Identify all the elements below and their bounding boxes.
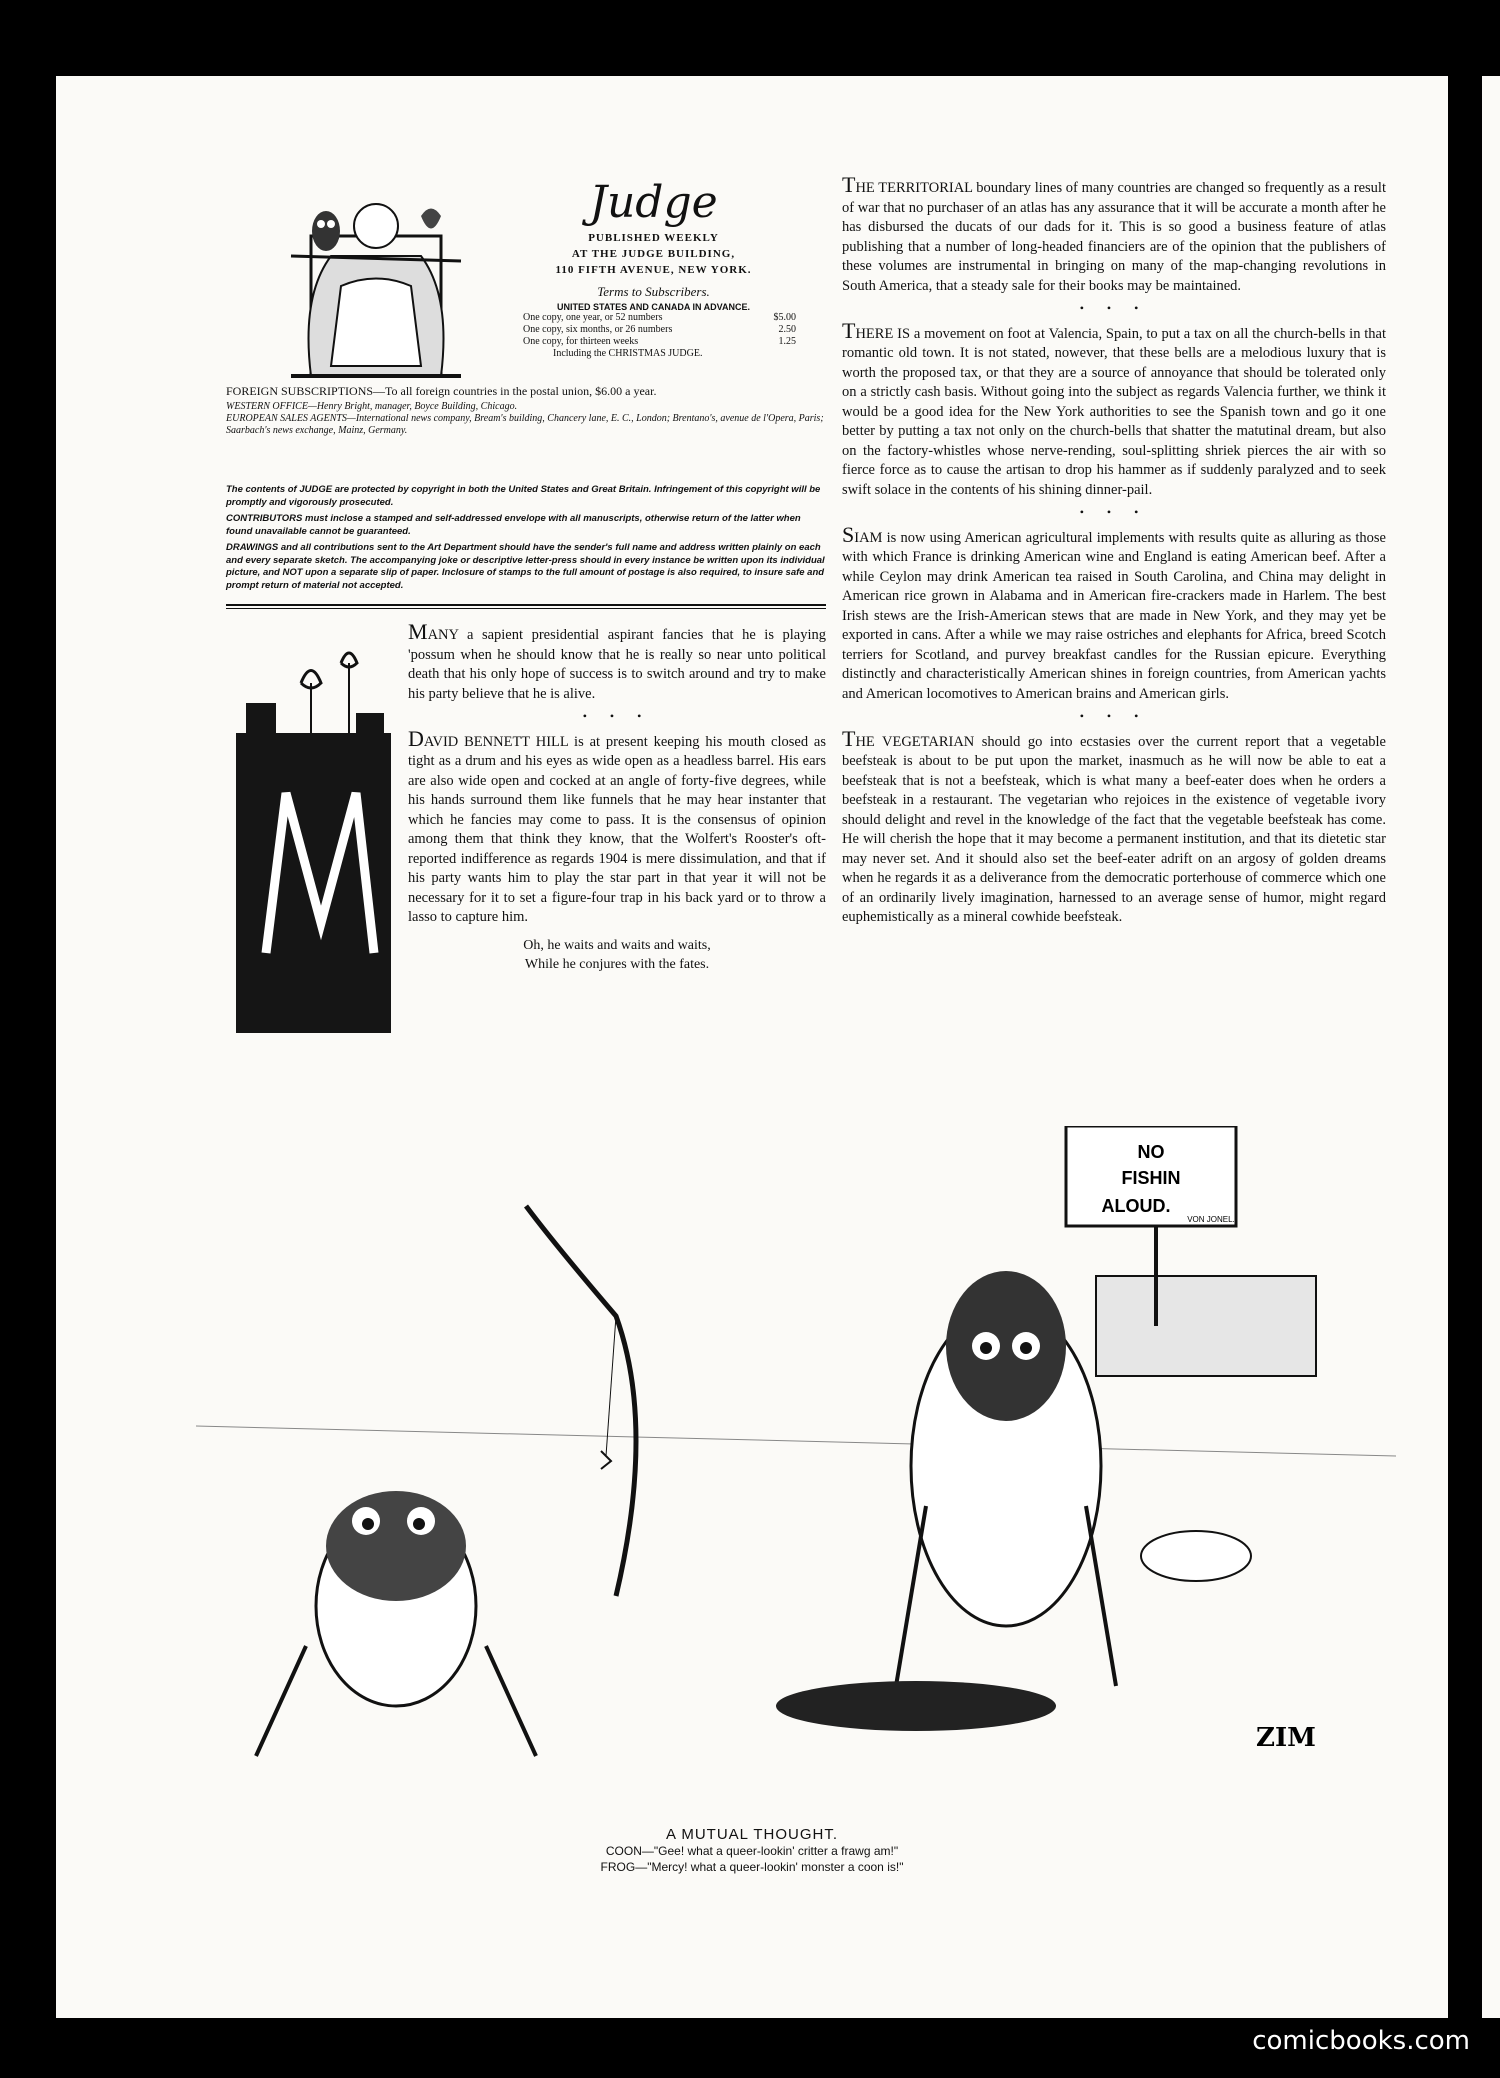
sign-line2: FISHIN xyxy=(1121,1168,1181,1188)
puddle xyxy=(776,1681,1056,1731)
rates-heading: UNITED STATES AND CANADA IN ADVANCE. xyxy=(557,302,750,312)
rate-row: One copy, one year, or 52 numbers $5.00 xyxy=(523,312,796,323)
building-line: AT THE JUDGE BUILDING, xyxy=(571,248,736,260)
drop-cap: D xyxy=(408,725,424,751)
offices xyxy=(226,401,826,437)
notices xyxy=(226,484,826,592)
sign-signature: VON JONEL. xyxy=(1187,1215,1235,1224)
christmas-note: Including the CHRISTMAS JUDGE. xyxy=(553,348,703,359)
right-column xyxy=(842,172,1386,928)
sign-line1: NO xyxy=(1137,1142,1165,1162)
section-stars: • • • xyxy=(1079,709,1149,723)
fishing-pole xyxy=(526,1206,636,1596)
adjacent-page-edge xyxy=(1482,76,1500,2018)
notice-copyright: The contents of JUDGE are protected by copyright in both the United States and Great Britain. Infringement of this copyright will be promptly and vigorously prosecuted. xyxy=(226,484,821,508)
drop-cap: S xyxy=(842,521,855,547)
drop-cap: T xyxy=(842,317,856,343)
cartoon-illustration xyxy=(196,1126,1396,1816)
judge-logo: Judge xyxy=(589,177,718,228)
article-vegetarian: THE VEGETARIAN should go into ecstasies over the current report that a vegetable beefsteak is about to be put upon the market, inasmuch as he will now be able to eat a beefsteak that is not a beefsteak, which is what many a beef-eater does when he orders a beefsteak in a restaurant. The vegetarian who rejoices in the existence of vegetable ivory should delight and revel in the knowledge of the fact that the vegetable beefsteak has come. He will cherish the hope that it may become a permanent institution, and that its dietetic star may never set. And it should also set the beef-eater adrift on an argosy of golden dreams when he regards it as a deliverance from the democratic porterhouse of commerce which one of an ordinarily lively imagination, harnessed to an average sense of humor, might regard euphemistically as a mineral cowhide beefsteak. xyxy=(842,725,1386,925)
drop-cap: M xyxy=(408,619,428,644)
section-stars: • • • xyxy=(1079,301,1149,315)
caption-frog: FROG—"Mercy! what a queer-lookin' monster a coon is!" xyxy=(600,1860,904,1874)
western-office: WESTERN OFFICE—Henry Bright, manager, Boyce Building, Chicago. xyxy=(226,401,518,412)
section-stars: • • • xyxy=(582,709,652,723)
drop-cap: T xyxy=(842,172,856,197)
masthead xyxy=(226,176,826,476)
article-presidential: MANY a sapient presidential aspirant fancies that he is playing 'possum when he should know that he is really so near unto political death that his only hope of success is to switch around and try to make his party believe that he is alive. xyxy=(408,619,826,702)
notice-drawings: DRAWINGS and all contributions sent to the Art Department should have the sender's full name and address written plainly on each and every separate sketch. The accompanying joke or descriptive letter-press should in every instance be written upon its individual picture, and NOT upon a separate slip of paper. Inclosure of stamps to the full amount of postage is also required, to insure safe and prompt return of material not accepted. xyxy=(226,542,825,591)
left-column xyxy=(226,176,826,1037)
site-watermark: comicbooks.com xyxy=(1252,2026,1470,2056)
cartoon-caption xyxy=(56,1826,1448,1875)
article-siam: SIAM is now using American agricultural implements with results quite as alluring as those with which France is drinking American wine and England is eating American beef. After a while Ceylon may drink American tea raised in South Carolina, and China may delight in American rice grown in Alabama and in American fire-crackers made in Harlem. The best Irish stews are the Irish-American stews that are made in New York, and they may yet be exported in cans. After a while we may raise ostriches and elephants for Africa, breed Scotch terriers for Scotland, and purvey breakfast candles for the Russian epicure. Everything distinctly and characteristically American shines in foreign countries, from American yachts and American locomotives to American brains and American girls. xyxy=(842,521,1386,702)
rate-row: One copy, for thirteen weeks 1.25 xyxy=(523,336,796,347)
masthead-text xyxy=(501,176,806,360)
foreign-subscriptions: FOREIGN SUBSCRIPTIONS—To all foreign countries in the postal union, $6.00 a year. xyxy=(226,384,657,398)
rate-row: One copy, six months, or 26 numbers 2.50 xyxy=(523,324,796,335)
european-agents: EUROPEAN SALES AGENTS—International news company, Bream's building, Chancery lane, E. C., London; Brentano's, avenue de l'Opera, Paris; Saarbach's news exchange, Mainz, Germany. xyxy=(226,413,824,436)
decorative-initial-m xyxy=(226,623,396,1033)
right-articles xyxy=(842,172,1386,928)
drop-cap: T xyxy=(842,725,856,751)
section-stars: • • • xyxy=(1079,505,1149,519)
terms-title: Terms to Subscribers. xyxy=(597,284,710,299)
published-weekly: PUBLISHED WEEKLY xyxy=(588,232,719,244)
hat xyxy=(1141,1531,1251,1581)
caption-coon: COON—"Gee! what a queer-lookin' critter a frawg am!" xyxy=(605,1844,899,1858)
notice-contributors: CONTRIBUTORS must inclose a stamped and self-addressed envelope with all manuscripts, otherwise return of the latter when found unavailable cannot be guaranteed. xyxy=(226,513,801,537)
poem: Oh, he waits and waits and waits, While he conjures with the fates. xyxy=(523,937,711,972)
article-valencia: THERE IS a movement on foot at Valencia, Spain, to put a tax on all the church-bells in that romantic old town. It is not stated, nowever, that these bells are a melodious luxury that is worth the proposed tax, or that they are a source of annoyance that should be tolerated only on a strictly cash basis. Without going into the subject as regards Valencia further, we think it would be a good idea for the New York authorities to see the Spanish town and go it one better by putting a tax not only on the church-bells that shatter the matutinal dream, but also on the factory-whistles whose nerve-rending, soul-splitting shriek pierces the air with so fierce force as to cause the artisan to drop his hammer as if suddenly paralyzed and to seek swift solace in the contents of his shining dinner-pail. xyxy=(842,317,1386,498)
address-line: 110 FIFTH AVENUE, NEW YORK. xyxy=(555,264,752,276)
caption-title: A MUTUAL THOUGHT. xyxy=(665,1826,839,1843)
article-hill: DAVID BENNETT HILL is at present keeping his mouth closed as tight as a drum and his eyes as wide open as a headless barrel. His ears are also wide open and cocked at an angle of forty-five degrees, while his hands surround them like funnels that he may hear instanter that which he fancies may come to pass. It is the consensus of opinion among them that think they know, that the Wolfert's Rooster's oft-reported indifference as regards 1904 is mere dissimulation, and that if his party wants him to play the star part in that year it will not be necessary for it to set a figure-four trap in his back yard or to throw a lasso to capture him. xyxy=(408,725,826,925)
rates-list xyxy=(501,312,806,360)
artist-signature: ZIM xyxy=(1256,1723,1316,1753)
sign-line3: ALOUD. xyxy=(1101,1196,1171,1216)
article-territorial: THE TERRITORIAL boundary lines of many countries are changed so frequently as a result of war that no purchaser of an atlas has any assurance that it will be accurate a month after he has disbursed the ducats of our dads for it. This is so good a business feature of atlas publishing that a number of long-headed financiers are of the opinion that the publishers of these volumes are instrumental in bringing on many of the map-changing revolutions in South America, that a steady sale for their books may be maintained. xyxy=(842,172,1386,294)
left-articles xyxy=(226,619,826,974)
magazine-page xyxy=(56,76,1448,2018)
divider-rule xyxy=(226,604,826,609)
judge-figure-illustration xyxy=(271,176,481,386)
